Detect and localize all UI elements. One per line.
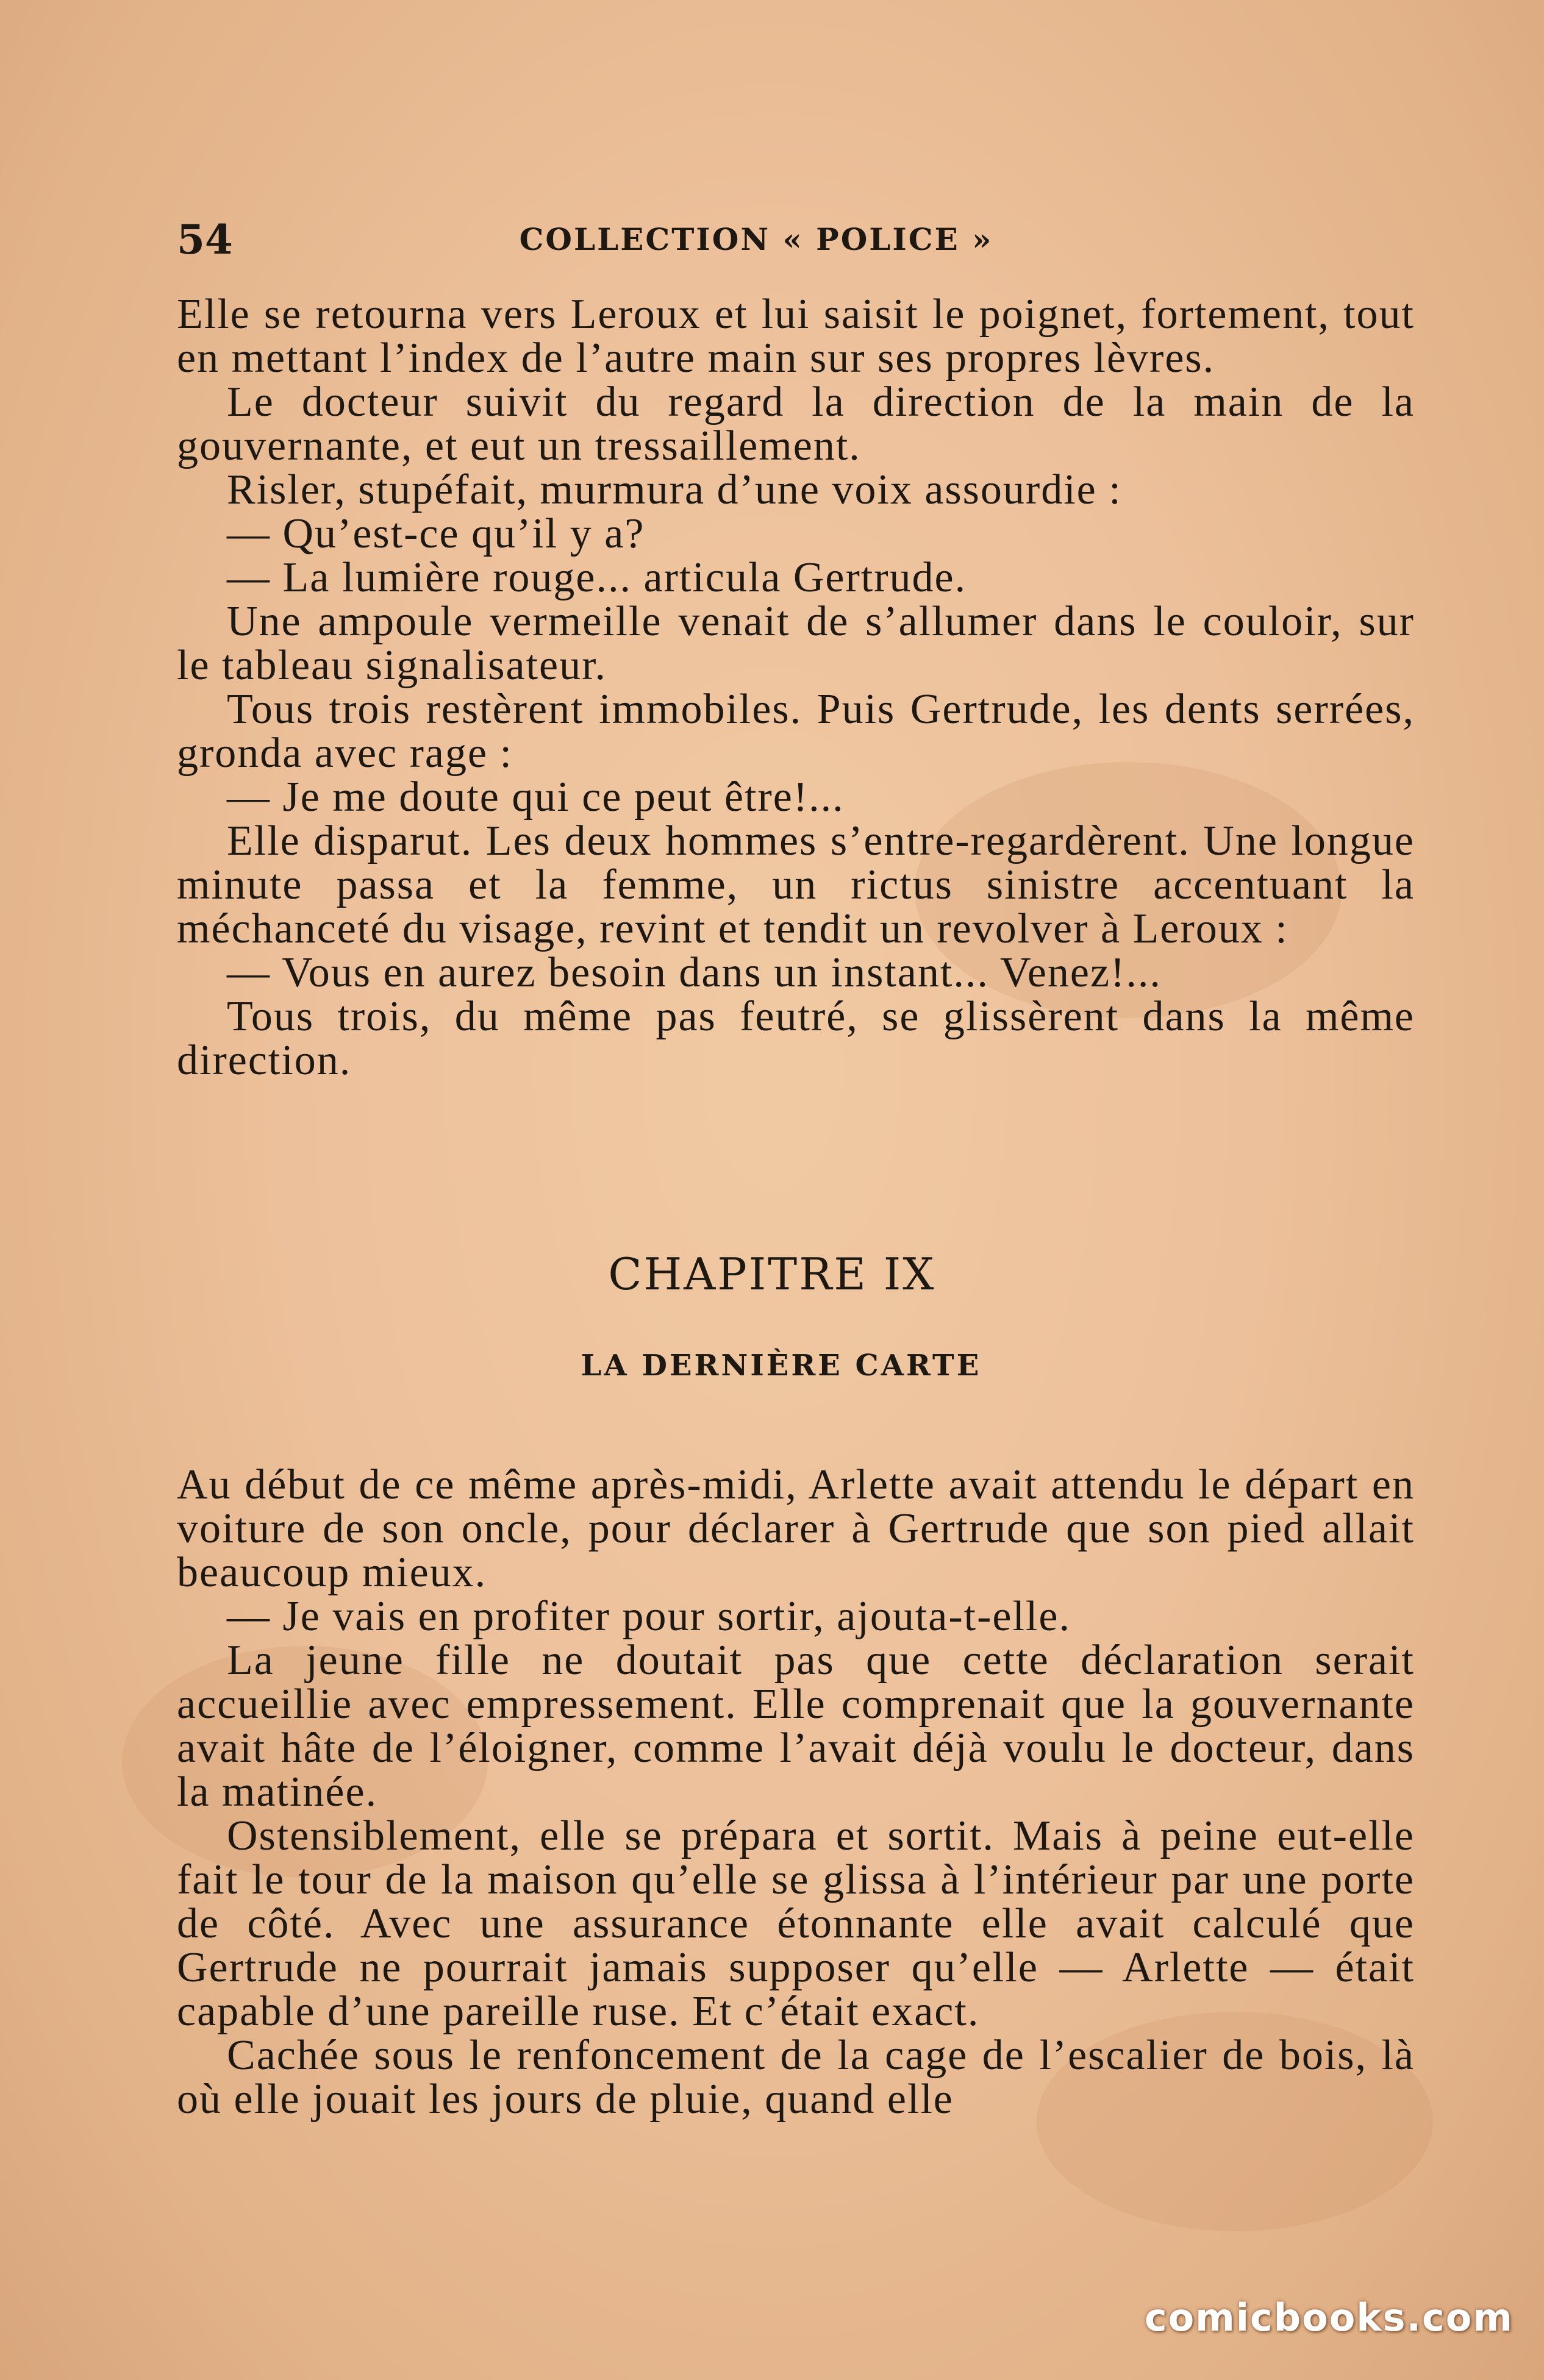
dialogue-line: — La lumière rouge... articula Gertrude. — [227, 554, 967, 601]
chapter-subtitle: LA DERNIÈRE CARTE — [581, 1349, 982, 1383]
watermark: comicbooks.com — [1144, 2295, 1514, 2340]
page-header — [177, 212, 1299, 267]
paragraph: Elle disparut. Les deux hommes s’entre-regardèrent. Une longue minute passa et la femme, un rictus sinistre accentuant la méchanceté du visage, revint et tendit un revolver à Leroux : — [177, 818, 1415, 952]
paragraph: La jeune fille ne doutait pas que cette déclaration serait accueillie avec empressement. Elle comprenait que la gouvernante avait hâte de l’éloigner, comme l’avait déjà voulu le docteur, dans la matinée. — [177, 1637, 1415, 1815]
dialogue-line: — Je me doute qui ce peut être!... — [227, 774, 845, 821]
page-number: 54 — [177, 216, 233, 263]
bottom-text-block — [177, 1463, 1415, 2122]
paragraph: Le docteur suivit du regard la direction de la main de la gouvernante, et eut un tressaillement. — [177, 379, 1415, 469]
dialogue-line: — Qu’est-ce qu’il y a? — [227, 510, 645, 557]
dialogue-line: — Vous en aurez besoin dans un instant... Venez!... — [227, 949, 1162, 996]
paragraph: Risler, stupéfait, murmura d’une voix assourdie : — [227, 466, 1122, 513]
paragraph: Tous trois restèrent immobiles. Puis Gertrude, les dents serrées, gronda avec rage : — [177, 686, 1415, 777]
paragraph: Elle se retourna vers Leroux et lui saisit le poignet, fortement, tout en mettant l’index de l’autre main sur ses propres lèvres. — [177, 291, 1415, 382]
paragraph: Au début de ce même après-midi, Arlette avait attendu le départ en voiture de son oncle, pour déclarer à Gertrude que son pied allait beaucoup mieux. — [177, 1461, 1415, 1596]
running-head: COLLECTION « POLICE » — [519, 221, 993, 257]
dialogue-line: — Je vais en profiter pour sortir, ajouta-t-elle. — [227, 1593, 1071, 1640]
paragraph: Ostensiblement, elle se prépara et sortit. Mais à peine eut-elle fait le tour de la maison qu’elle se glissa à l’intérieur par une porte de côté. Avec une assurance étonnante elle avait calculé que Gertrude ne pourrait jamais supposer qu’elle — Arlette — était capable d’une pareille ruse. Et c’était exact. — [177, 1812, 1415, 2035]
paragraph: Cachée sous le renfoncement de la cage de l’escalier de bois, là où elle jouait les jours de pluie, quand elle — [177, 2032, 1415, 2123]
top-text-block — [177, 293, 1415, 1083]
paragraph: Tous trois, du même pas feutré, se glissèrent dans la même direction. — [177, 993, 1415, 1084]
paragraph: Une ampoule vermeille venait de s’allumer dans le couloir, sur le tableau signalisateur. — [177, 598, 1415, 689]
chapter-title: CHAPITRE IX — [608, 1249, 936, 1300]
